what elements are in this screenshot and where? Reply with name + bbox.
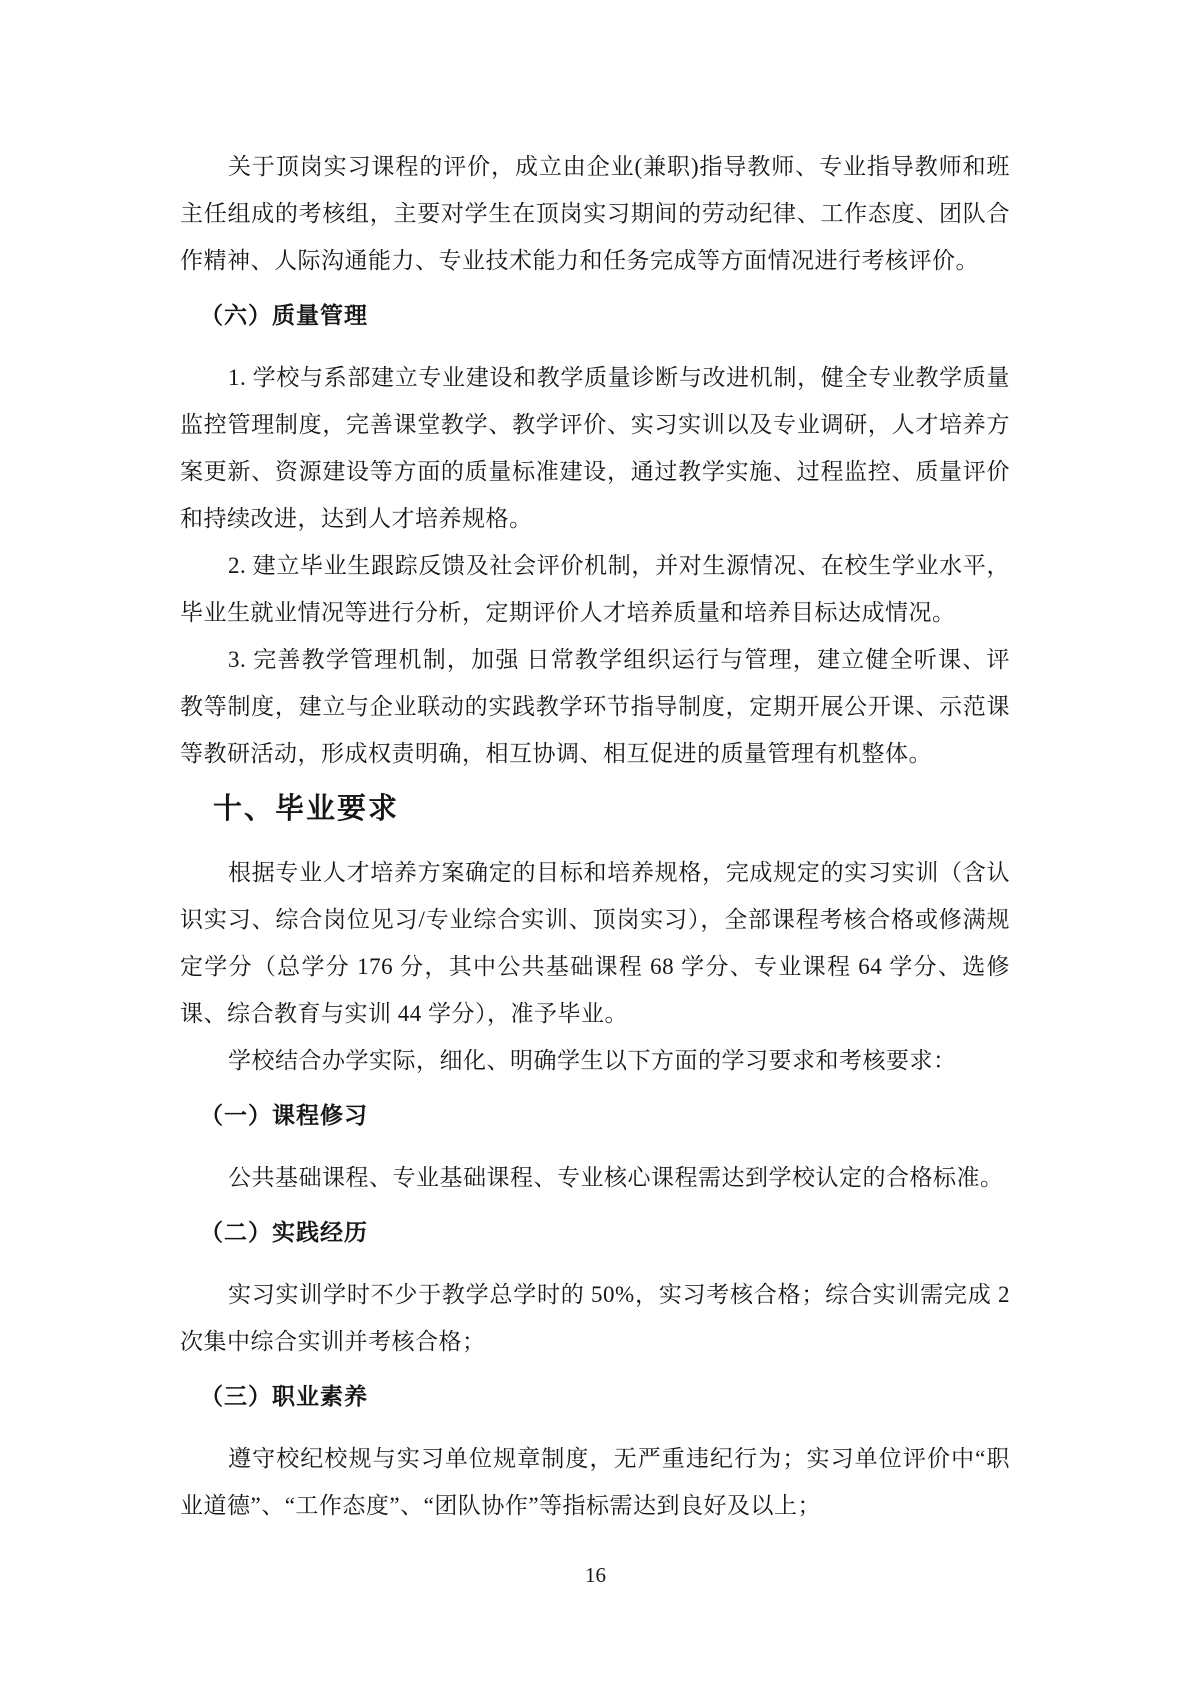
- paragraph-quality-3: 3. 完善教学管理机制，加强 日常教学组织运行与管理，建立健全听课、评教等制度，建立与企业联动的实践教学环节指导制度，定期开展公开课、示范课等教研活动，形成权责明确，相互协调、相互促进的质量管理有机整体。: [180, 647, 1010, 766]
- heading-course-completion: （一）课程修习: [200, 1103, 368, 1128]
- paragraph-quality-1: 1. 学校与系部建立专业建设和教学质量诊断与改进机制，健全专业教学质量监控管理制度，完善课堂教学、教学评价、实习实训以及专业调研，人才培养方案更新、资源建设等方面的质量标准建设，通过教学实施、过程监控、质量评价和持续改进，达到人才培养规格。: [180, 365, 1010, 531]
- heading-practical-experience: （二）实践经历: [200, 1220, 368, 1245]
- page-number: 16: [585, 1563, 606, 1587]
- heading-quality-management: （六）质量管理: [200, 303, 368, 328]
- heading-professional-conduct: （三）职业素养: [200, 1384, 368, 1409]
- paragraph-graduation-intro: 学校结合办学实际，细化、明确学生以下方面的学习要求和考核要求：: [228, 1048, 957, 1073]
- paragraph-graduation-credits: 根据专业人才培养方案确定的目标和培养规格，完成规定的实习实训（含认识实习、综合岗位见习/专业综合实训、顶岗实习），全部课程考核合格或修满规定学分（总学分 176 分，其中公共基础课程 68 学分、专业课程 64 学分、选修课、综合教育与实训 44 学分），准予毕业。: [180, 860, 1010, 1026]
- paragraph-course-completion: 公共基础课程、专业基础课程、专业核心课程需达到学校认定的合格标准。: [228, 1165, 1004, 1190]
- paragraph-internship-evaluation: 关于顶岗实习课程的评价，成立由企业(兼职)指导教师、专业指导教师和班主任组成的考核组，主要对学生在顶岗实习期间的劳动纪律、工作态度、团队合作精神、人际沟通能力、专业技术能力和任务完成等方面情况进行考核评价。: [180, 154, 1010, 273]
- paragraph-quality-2: 2. 建立毕业生跟踪反馈及社会评价机制，并对生源情况、在校生学业水平，毕业生就业情况等进行分析，定期评价人才培养质量和培养目标达成情况。: [180, 553, 1010, 625]
- paragraph-professional-conduct: 遵守校纪校规与实习单位规章制度，无严重违纪行为；实习单位评价中“职业道德”、“工作态度”、“团队协作”等指标需达到良好及以上；: [180, 1446, 1010, 1518]
- paragraph-practical-experience: 实习实训学时不少于教学总学时的 50%，实习考核合格；综合实训需完成 2次集中综合实训并考核合格；: [180, 1282, 1010, 1354]
- heading-graduation-requirements: 十、毕业要求: [213, 793, 400, 825]
